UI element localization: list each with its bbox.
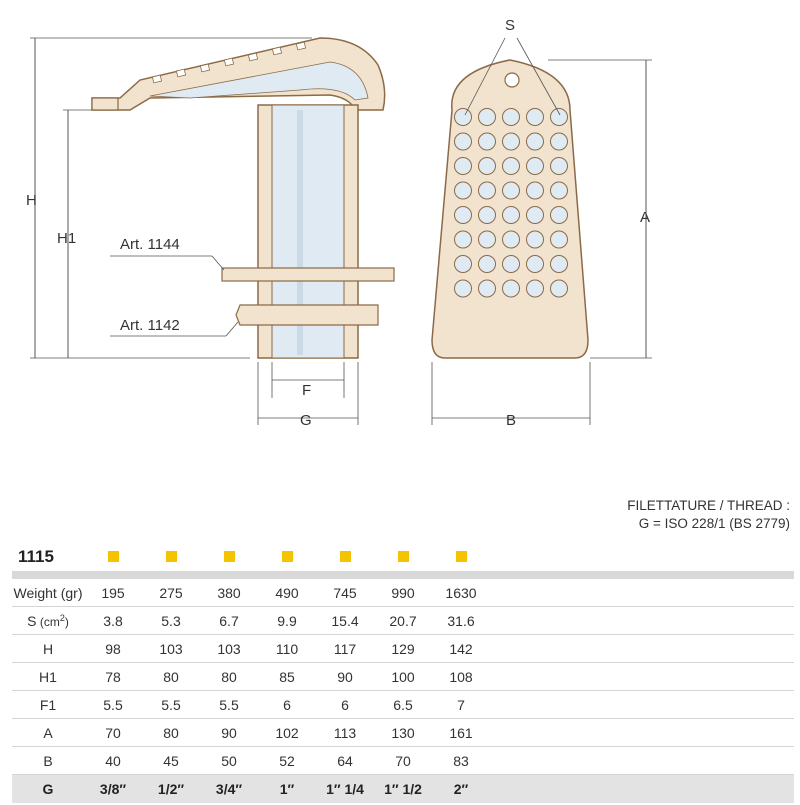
vent-hole — [503, 158, 520, 175]
spec-row — [12, 635, 794, 663]
dim-h1-label: H1 — [57, 230, 77, 247]
cell-value: 98 — [84, 635, 142, 663]
vent-hole — [527, 256, 544, 273]
cell-value: 142 — [432, 635, 490, 663]
cell-value: 6.7 — [200, 607, 258, 635]
vent-hole — [455, 182, 472, 199]
cell-value: 117 — [316, 635, 374, 663]
cell-value: 5.5 — [84, 691, 142, 719]
spec-row — [12, 691, 794, 719]
cell-value: 90 — [316, 663, 374, 691]
vent-hole — [503, 182, 520, 199]
vent-hole — [527, 280, 544, 297]
cell-value: 15.4 — [316, 607, 374, 635]
cell-value: 102 — [258, 719, 316, 747]
row-label: H1 — [12, 663, 84, 691]
cell-value: 990 — [374, 579, 432, 607]
cell-value: 6 — [258, 691, 316, 719]
cell-value: 70 — [84, 719, 142, 747]
dim-s-label: S — [505, 17, 516, 34]
cell-value: 85 — [258, 663, 316, 691]
vent-hole — [479, 109, 496, 126]
cell-value: 9.9 — [258, 607, 316, 635]
spec-row — [12, 663, 794, 691]
cell-value: 161 — [432, 719, 490, 747]
model-number: 1115 — [18, 547, 54, 566]
vent-hole — [455, 133, 472, 150]
cell-value: 1″ — [258, 775, 316, 804]
vent-hole — [479, 280, 496, 297]
vent-hole — [527, 231, 544, 248]
row-label: G — [12, 775, 84, 804]
cell-value: 78 — [84, 663, 142, 691]
cell-value: 50 — [200, 747, 258, 775]
row-label: A — [12, 719, 84, 747]
size-marker — [224, 551, 235, 562]
vent-hole — [527, 158, 544, 175]
cell-value: 80 — [142, 719, 200, 747]
vent-hole — [455, 109, 472, 126]
vent-hole — [503, 280, 520, 297]
vent-hole — [551, 158, 568, 175]
dim-b-label: B — [506, 412, 517, 429]
vent-hole — [527, 109, 544, 126]
vent-hole — [479, 133, 496, 150]
vent-hole — [455, 256, 472, 273]
cell-value: 20.7 — [374, 607, 432, 635]
cell-value: 52 — [258, 747, 316, 775]
cell-value: 490 — [258, 579, 316, 607]
cell-value: 83 — [432, 747, 490, 775]
spec-table — [12, 543, 794, 803]
vent-hole — [551, 133, 568, 150]
cell-value: 7 — [432, 691, 490, 719]
cell-value: 3/4″ — [200, 775, 258, 804]
cell-value: 70 — [374, 747, 432, 775]
row-label: Weight (gr) — [12, 579, 84, 607]
cell-value: 45 — [142, 747, 200, 775]
spec-row — [12, 747, 794, 775]
size-marker — [282, 551, 293, 562]
vent-hole — [479, 256, 496, 273]
cell-value: 80 — [142, 663, 200, 691]
row-label: S $(cm^2)$ — [12, 607, 84, 635]
dim-g-label: G — [300, 412, 312, 429]
cell-value: 64 — [316, 747, 374, 775]
vent-hole — [503, 256, 520, 273]
thread-note-line2: G = ISO 228/1 (BS 2779) — [638, 516, 790, 531]
cell-value: 745 — [316, 579, 374, 607]
vent-hole — [527, 207, 544, 224]
row-label: B — [12, 747, 84, 775]
vent-hole — [527, 133, 544, 150]
vent-hole — [503, 109, 520, 126]
spec-row — [12, 607, 794, 635]
size-marker — [340, 551, 351, 562]
vent-hole — [551, 280, 568, 297]
cell-value: 275 — [142, 579, 200, 607]
cell-value: 1/2″ — [142, 775, 200, 804]
cell-value: 1630 — [432, 579, 490, 607]
art-1144-label: Art. 1144 — [120, 236, 180, 253]
row-label: H — [12, 635, 84, 663]
art-1144-nut — [222, 268, 394, 281]
cell-value: 1″ 1/4 — [316, 775, 374, 804]
cell-value: 113 — [316, 719, 374, 747]
vent-hole — [479, 207, 496, 224]
art-1142-nut — [236, 305, 378, 325]
vent-hole — [479, 231, 496, 248]
cell-value: 6.5 — [374, 691, 432, 719]
cell-value: 100 — [374, 663, 432, 691]
vent-hole — [455, 231, 472, 248]
cell-value: 103 — [200, 635, 258, 663]
cell-value: 2″ — [432, 775, 490, 804]
cell-value: 129 — [374, 635, 432, 663]
vent-hole — [527, 182, 544, 199]
cell-value: 5.5 — [142, 691, 200, 719]
spec-row — [12, 579, 794, 607]
vent-hole — [551, 207, 568, 224]
side-section-view — [26, 38, 394, 429]
cell-value: 3/8″ — [84, 775, 142, 804]
vent-hole — [479, 158, 496, 175]
cell-value: 31.6 — [432, 607, 490, 635]
vent-hole — [503, 231, 520, 248]
cell-value: 40 — [84, 747, 142, 775]
cell-value: 195 — [84, 579, 142, 607]
vent-hole — [455, 158, 472, 175]
cell-value: 3.8 — [84, 607, 142, 635]
cell-value: 130 — [374, 719, 432, 747]
vent-hole — [551, 256, 568, 273]
vent-hole — [455, 207, 472, 224]
size-marker — [108, 551, 119, 562]
cell-value: 380 — [200, 579, 258, 607]
thread-note — [627, 497, 790, 533]
cell-value: 108 — [432, 663, 490, 691]
front-view — [432, 17, 652, 429]
cell-value: 5.5 — [200, 691, 258, 719]
vent-hole — [479, 182, 496, 199]
dim-f-label: F — [302, 382, 312, 399]
thread-size-row — [12, 775, 794, 804]
flange-nut — [92, 98, 118, 110]
vent-hole — [503, 133, 520, 150]
size-marker — [398, 551, 409, 562]
art-1142-label: Art. 1142 — [120, 317, 180, 334]
size-marker — [166, 551, 177, 562]
size-marker — [456, 551, 467, 562]
mounting-hole — [505, 73, 519, 87]
vent-hole — [551, 231, 568, 248]
vent-hole — [503, 207, 520, 224]
vent-hole — [551, 109, 568, 126]
cell-value: 90 — [200, 719, 258, 747]
row-label: F1 — [12, 691, 84, 719]
cell-value: 1″ 1/2 — [374, 775, 432, 804]
vent-hole — [455, 280, 472, 297]
cell-value: 80 — [200, 663, 258, 691]
dim-a-label: A — [640, 209, 651, 226]
cell-value: 110 — [258, 635, 316, 663]
thread-note-line1: FILETTATURE / THREAD : — [627, 498, 790, 513]
cell-value: 103 — [142, 635, 200, 663]
spec-header-row — [12, 543, 794, 571]
dim-h-label: H — [26, 192, 37, 209]
cell-value: 5.3 — [142, 607, 200, 635]
spec-row — [12, 719, 794, 747]
cell-value: 6 — [316, 691, 374, 719]
vent-hole — [551, 182, 568, 199]
